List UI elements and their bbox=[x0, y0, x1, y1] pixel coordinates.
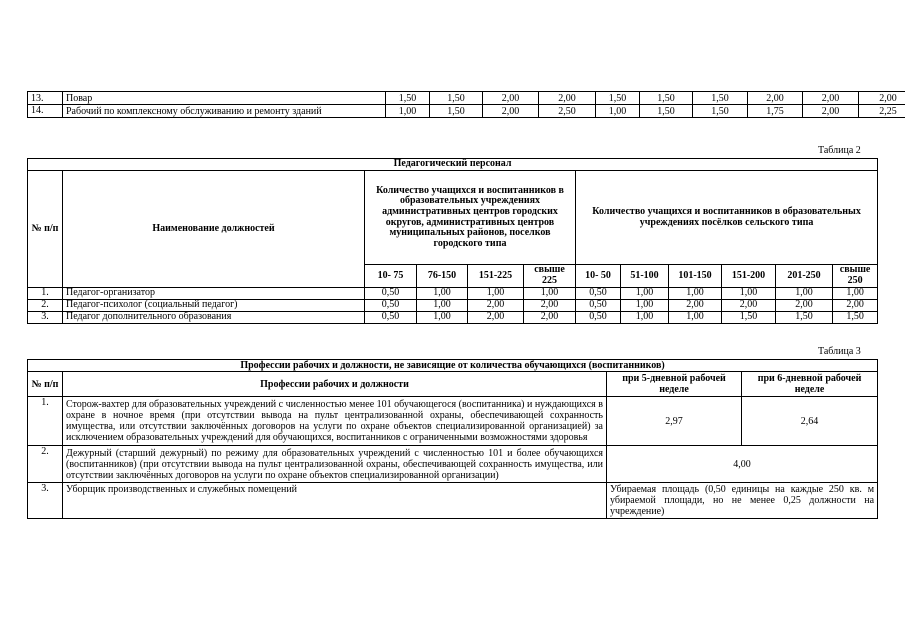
value-cell: 2,00 bbox=[524, 312, 576, 324]
range-header: 10- 50 bbox=[576, 265, 621, 288]
value-cell: 2,97 bbox=[607, 397, 742, 446]
staff-table-continuation bbox=[27, 91, 905, 118]
value-cell: 1,00 bbox=[596, 105, 640, 118]
value-cell: 1,00 bbox=[417, 300, 468, 312]
value-cell: 2,25 bbox=[859, 105, 905, 118]
value-cell: 2,00 bbox=[669, 300, 722, 312]
table-caption: Таблица 3 bbox=[818, 346, 861, 357]
row-number: 2. bbox=[28, 300, 63, 312]
value-cell: 1,50 bbox=[430, 92, 483, 105]
value-cell: 2,00 bbox=[468, 312, 524, 324]
header-number: № п/п bbox=[28, 372, 63, 397]
value-cell: 1,00 bbox=[669, 312, 722, 324]
position-name: Дежурный (старший дежурный) по режиму для образовательных учреждений с численностью 101 и более обучающихся (воспитанников) (при отсутствии вывода на пульт централизованной охраны, обеспечивающей сохранность имущества, или отсутствии заключённых договоров на услуги по охране объектов специализированной организации) bbox=[63, 446, 607, 483]
value-cell: Убираемая площадь (0,50 единицы на каждые 250 кв. м убираемой площади, но не менее 0,25 должности на учреждение) bbox=[607, 483, 878, 519]
range-header: 76-150 bbox=[417, 265, 468, 288]
value-cell: 2,00 bbox=[722, 300, 776, 312]
value-cell: 4,00 bbox=[607, 446, 878, 483]
value-cell: 0,50 bbox=[365, 312, 417, 324]
value-cell: 1,50 bbox=[722, 312, 776, 324]
value-cell: 0,50 bbox=[365, 288, 417, 300]
value-cell: 1,00 bbox=[621, 312, 669, 324]
row-number: 1. bbox=[28, 397, 63, 446]
value-cell: 1,50 bbox=[430, 105, 483, 118]
range-header: 101-150 bbox=[669, 265, 722, 288]
value-cell: 1,00 bbox=[417, 312, 468, 324]
row-number: 2. bbox=[28, 446, 63, 483]
header-6day: при 6-дневной рабочей неделе bbox=[742, 372, 878, 397]
value-cell: 2,64 bbox=[742, 397, 878, 446]
header-rural-group: Количество учащихся и воспитанников в образовательных учреждениях посёлков сельского типа bbox=[576, 171, 878, 265]
range-header: 51-100 bbox=[621, 265, 669, 288]
value-cell: 2,50 bbox=[539, 105, 596, 118]
value-cell: 1,00 bbox=[833, 288, 878, 300]
row-number: 3. bbox=[28, 312, 63, 324]
value-cell: 2,00 bbox=[833, 300, 878, 312]
position-name: Рабочий по комплексному обслуживанию и ремонту зданий bbox=[63, 105, 386, 118]
position-name: Педагог-психолог (социальный педагог) bbox=[63, 300, 365, 312]
value-cell: 1,50 bbox=[776, 312, 833, 324]
table-row bbox=[28, 483, 878, 519]
value-cell: 2,00 bbox=[748, 92, 803, 105]
range-header: 10- 75 bbox=[365, 265, 417, 288]
table-row bbox=[28, 446, 878, 483]
value-cell: 1,00 bbox=[386, 105, 430, 118]
position-name: Педагог-организатор bbox=[63, 288, 365, 300]
table-row bbox=[28, 105, 905, 118]
value-cell: 1,00 bbox=[669, 288, 722, 300]
value-cell: 0,50 bbox=[576, 312, 621, 324]
value-cell: 0,50 bbox=[576, 300, 621, 312]
value-cell: 2,00 bbox=[483, 105, 539, 118]
value-cell: 1,00 bbox=[722, 288, 776, 300]
range-header: 151-225 bbox=[468, 265, 524, 288]
header-urban-group: Количество учащихся и воспитанников в образовательных учреждениях административных центров городских округов, административных центров муниципальных районов, поселков городского типа bbox=[365, 171, 576, 265]
value-cell: 2,00 bbox=[803, 92, 859, 105]
value-cell: 1,50 bbox=[640, 92, 693, 105]
header-row bbox=[28, 171, 878, 265]
table-title-row bbox=[28, 360, 878, 372]
header-position: Профессии рабочих и должности bbox=[63, 372, 607, 397]
table-row bbox=[28, 312, 878, 324]
position-name: Педагог дополнительного образования bbox=[63, 312, 365, 324]
value-cell: 2,00 bbox=[483, 92, 539, 105]
value-cell: 1,00 bbox=[776, 288, 833, 300]
value-cell: 1,75 bbox=[748, 105, 803, 118]
row-number: 1. bbox=[28, 288, 63, 300]
row-number: 3. bbox=[28, 483, 63, 519]
range-header: 201-250 bbox=[776, 265, 833, 288]
row-number: 13. bbox=[28, 92, 63, 105]
value-cell: 1,50 bbox=[640, 105, 693, 118]
value-cell: 2,00 bbox=[539, 92, 596, 105]
position-name: Повар bbox=[63, 92, 386, 105]
value-cell: 1,00 bbox=[417, 288, 468, 300]
table-title-row bbox=[28, 159, 878, 171]
header-position: Наименование должностей bbox=[63, 171, 365, 288]
value-cell: 1,00 bbox=[524, 288, 576, 300]
range-header: 151-200 bbox=[722, 265, 776, 288]
workers-positions-table bbox=[27, 359, 878, 519]
value-cell: 2,00 bbox=[803, 105, 859, 118]
header-number: № п/п bbox=[28, 171, 63, 288]
value-cell: 2,00 bbox=[524, 300, 576, 312]
value-cell: 1,50 bbox=[596, 92, 640, 105]
position-name: Уборщик производственных и служебных помещений bbox=[63, 483, 607, 519]
table-row bbox=[28, 397, 878, 446]
header-5day: при 5-дневной рабочей неделе bbox=[607, 372, 742, 397]
table-row bbox=[28, 300, 878, 312]
row-number: 14. bbox=[28, 105, 63, 118]
table-row bbox=[28, 288, 878, 300]
value-cell: 1,00 bbox=[621, 300, 669, 312]
header-row bbox=[28, 372, 878, 397]
value-cell: 2,00 bbox=[776, 300, 833, 312]
table-title: Педагогический персонал bbox=[28, 159, 878, 171]
range-header: свыше 250 bbox=[833, 265, 878, 288]
pedagogical-staff-table bbox=[27, 158, 878, 324]
value-cell: 1,50 bbox=[693, 92, 748, 105]
table-row bbox=[28, 92, 905, 105]
value-cell: 1,50 bbox=[833, 312, 878, 324]
value-cell: 1,50 bbox=[386, 92, 430, 105]
value-cell: 2,00 bbox=[468, 300, 524, 312]
range-header: свыше 225 bbox=[524, 265, 576, 288]
value-cell: 0,50 bbox=[365, 300, 417, 312]
table-title: Профессии рабочих и должности, не зависящие от количества обучающихся (воспитанников) bbox=[28, 360, 878, 372]
value-cell: 0,50 bbox=[576, 288, 621, 300]
value-cell: 1,50 bbox=[693, 105, 748, 118]
value-cell: 2,00 bbox=[859, 92, 905, 105]
value-cell: 1,00 bbox=[621, 288, 669, 300]
table-caption: Таблица 2 bbox=[818, 145, 861, 156]
position-name: Сторож-вахтер для образовательных учреждений с численностью менее 101 обучающегося (воспитанника) и нуждающихся в охране в ночное время (при отсутствии вывода на пульт централизованной охраны, обеспечивающей сохранность имущества, или отсутствии заключённых договоров на услуги по охране объектов специализированной организацией) за исключением образовательных учреждений для обучающихся, воспитанников с ограниченными возможностями здоровья bbox=[63, 397, 607, 446]
value-cell: 1,00 bbox=[468, 288, 524, 300]
